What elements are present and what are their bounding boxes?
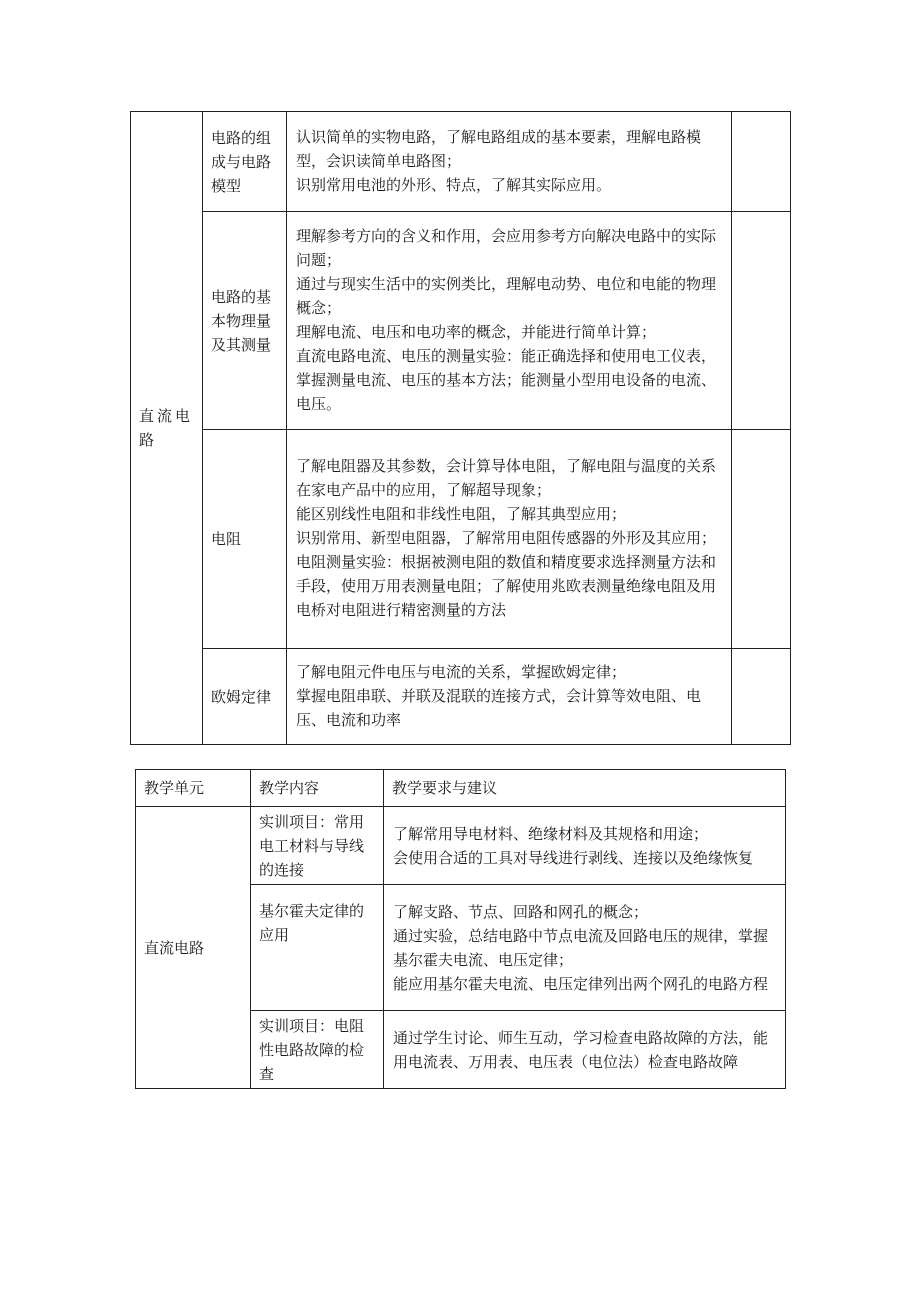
content-cell: 基尔霍夫定律的应用 (251, 885, 384, 1011)
requirement-cell: 了解电阻器及其参数，会计算导体电阻，了解电阻与温度的关系在家电产品中的应用，了解超导现象； 能区别线性电阻和非线性电阻，了解其典型应用； 识别常用、新型电阻器，了解常用电阻传感器的外形及其应用； 电阻测量实验：根据被测电阻的数值和精度要求选择测量方法和手段，使用万用表测量电阻；了解使用兆欧表测量绝缘电阻及用电桥对电阻进行精密测量的方法 (287, 430, 732, 649)
requirement-cell: 通过学生讨论、师生互动，学习检查电路故障的方法，能用电流表、万用表、电压表（电位法）检查电路故障 (384, 1011, 786, 1089)
content-cell: 欧姆定律 (203, 649, 287, 745)
requirement-cell: 了解支路、节点、回路和网孔的概念； 通过实验，总结电路中节点电流及回路电压的规律，掌握基尔霍夫电流、电压定律； 能应用基尔霍夫电流、电压定律列出两个网孔的电路方程 (384, 885, 786, 1011)
header-requirement: 教学要求与建议 (384, 770, 786, 807)
requirement-cell: 了解常用导电材料、绝缘材料及其规格和用途； 会使用合适的工具对导线进行剥线、连接以及绝缘恢复 (384, 807, 786, 885)
requirement-cell: 认识简单的实物电路，了解电路组成的基本要素，理解电路模型，会识读简单电路图； 识别常用电池的外形、特点，了解其实际应用。 (287, 112, 732, 212)
curriculum-table-2 (135, 769, 786, 1089)
requirement-cell: 理解参考方向的含义和作用，会应用参考方向解决电路中的实际问题； 通过与现实生活中的实例类比，理解电动势、电位和电能的物理概念； 理解电流、电压和电功率的概念，并能进行简单计算； 直流电路电流、电压的测量实验：能正确选择和使用电工仪表，掌握测量电流、电压的基本方法；能测量小型用电设备的电流、电压。 (287, 212, 732, 430)
unit-cell: 直流电路 (131, 112, 203, 745)
table-row (131, 649, 791, 745)
table-row (131, 430, 791, 649)
header-unit: 教学单元 (136, 770, 251, 807)
content-cell: 电阻 (203, 430, 287, 649)
blank-cell (732, 430, 791, 649)
header-content: 教学内容 (251, 770, 384, 807)
content-cell: 电路的组成与电路模型 (203, 112, 287, 212)
header-row (136, 770, 786, 807)
table-row (131, 212, 791, 430)
content-cell: 电路的基本物理量及其测量 (203, 212, 287, 430)
table-row (131, 112, 791, 212)
requirement-cell: 了解电阻元件电压与电流的关系，掌握欧姆定律； 掌握电阻串联、并联及混联的连接方式，会计算等效电阻、电压、电流和功率 (287, 649, 732, 745)
curriculum-table-1 (130, 111, 791, 745)
blank-cell (732, 112, 791, 212)
unit-cell: 直流电路 (136, 807, 251, 1089)
content-cell: 实训项目：常用电工材料与导线的连接 (251, 807, 384, 885)
table-row (136, 807, 786, 885)
content-cell: 实训项目：电阻性电路故障的检查 (251, 1011, 384, 1089)
blank-cell (732, 649, 791, 745)
blank-cell (732, 212, 791, 430)
